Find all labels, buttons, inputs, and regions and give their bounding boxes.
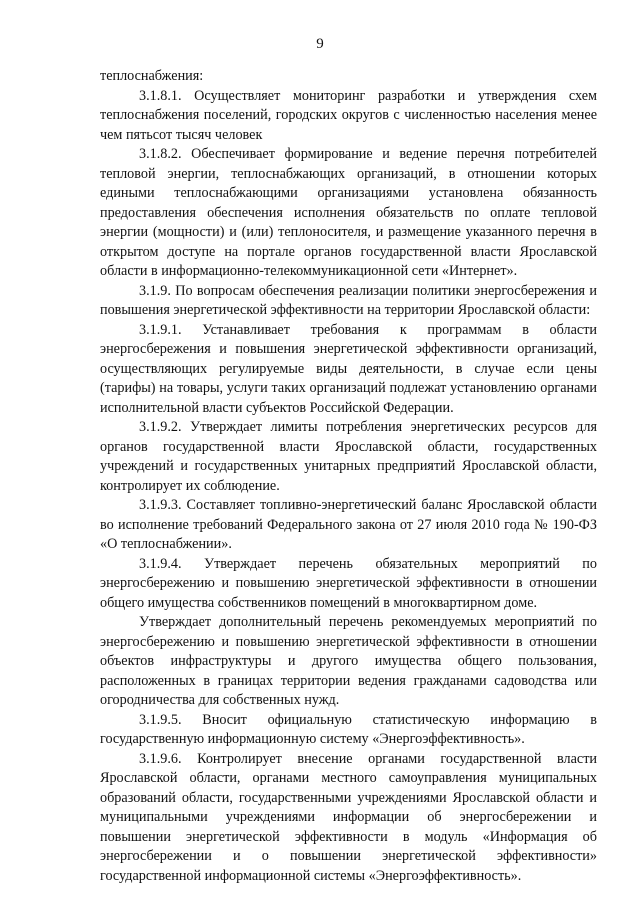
document-body xyxy=(100,67,597,886)
document-paragraph: 3.1.8.2. Обеспечивает формирование и ведение перечня потребителей тепловой энергии, теплоснабжающих организаций, в отношении которых едиными теплоснабжающими организациями установлена обязанность предоставления обеспечения исполнения обязательств по оплате тепловой энергии (мощности) и (или) теплоносителя, и размещение указанного перечня в открытом доступе на портале органов государственной власти Ярославской области в информационно-телекоммуникационной сети «Интернет». xyxy=(100,146,597,279)
page-number: 9 xyxy=(316,36,324,52)
document-paragraph: 3.1.9.4. Утверждает перечень обязательных мероприятий по энергосбережению и повышению энергетической эффективности в отношении общего имущества собственников помещений в многоквартирном доме. xyxy=(100,555,597,611)
document-paragraph: 3.1.9. По вопросам обеспечения реализации политики энергосбережения и повышения энергетической эффективности на территории Ярославской области: xyxy=(100,282,597,318)
document-paragraph: теплоснабжения: xyxy=(100,68,204,84)
document-paragraph: 3.1.9.5. Вносит официальную статистическую информацию в государственную информационную систему «Энергоэффективность». xyxy=(100,711,597,747)
document-paragraph: 3.1.9.3. Составляет топливно-энергетический баланс Ярославской области во исполнение требований Федерального закона от 27 июля 2010 года № 190-ФЗ «О теплоснабжении». xyxy=(100,497,597,552)
document-paragraph: 3.1.9.6. Контролирует внесение органами государственной власти Ярославской области, органами местного самоуправления муниципальных образований области, государственными учреждениями Ярославской области и муниципальными учреждениями информации об энергосбережении и повышении энергетической эффективности в модуль «Информация об энергосбережении и о повышении энергетической эффективности» государственной информационной системы «Энергоэффективность». xyxy=(100,750,597,884)
document-paragraph: 3.1.9.1. Устанавливает требования к программам в области энергосбережения и повышения энергетической эффективности организаций, осуществляющих регулируемые виды деятельности, в случае если цены (тарифы) на товары, услуги таких организаций подлежат установлению органами исполнительной власти субъектов Российской Федерации. xyxy=(100,321,597,416)
document-paragraph: 3.1.8.1. Осуществляет мониторинг разработки и утверждения схем теплоснабжения поселений, городских округов с численностью населения менее чем пятьсот тысяч человек xyxy=(100,87,597,143)
document-paragraph: Утверждает дополнительный перечень рекомендуемых мероприятий по энергосбережению и повышению энергетической эффективности в отношении объектов инфраструктуры и другого имущества общего пользования, расположенных в границах территории ведения гражданами садоводства или огородничества для собственных нужд. xyxy=(100,614,597,708)
document-paragraph: 3.1.9.2. Утверждает лимиты потребления энергетических ресурсов для органов государственной власти Ярославской области, государственных учреждений и государственных унитарных предприятий Ярославской области, контролирует их соблюдение. xyxy=(100,419,597,494)
